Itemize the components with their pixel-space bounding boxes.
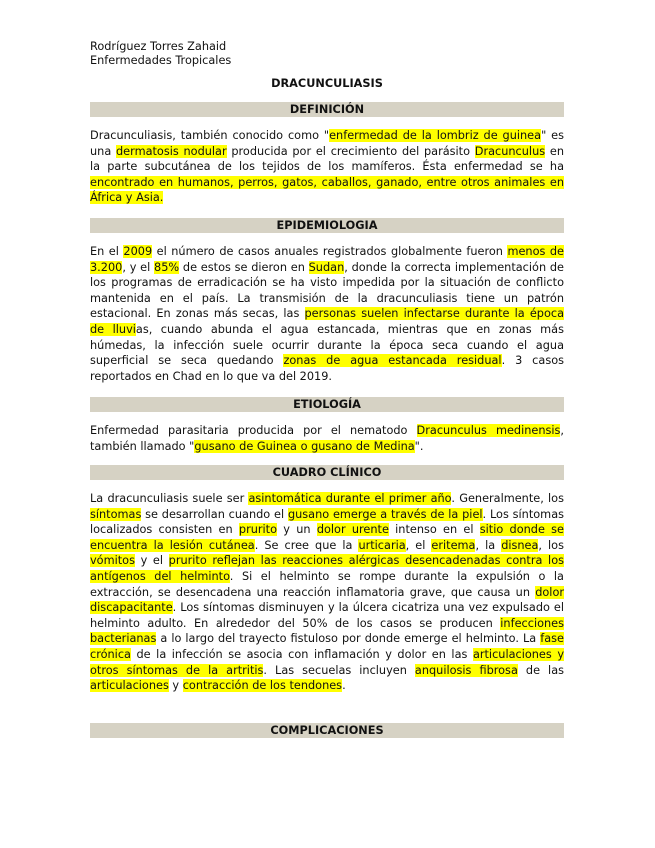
highlight: Sudan	[308, 260, 345, 274]
highlight: articulaciones y otros síntomas de la artritis	[90, 647, 564, 677]
highlight: fase crónica	[90, 632, 564, 661]
highlight: anquilosis fibrosa	[414, 663, 518, 677]
highlight: personas suelen infectarse durante la época de lluvi	[90, 307, 564, 336]
section-heading-definicion: DEFINICIÓN	[90, 102, 564, 117]
highlight: síntomas	[90, 507, 142, 521]
highlight: encontrado en humanos, perros, gatos, caballos, ganado, entre otros animales en África y Asia.	[90, 175, 564, 205]
author-name: Rodríguez Torres Zahaid	[90, 40, 227, 53]
document-header	[90, 40, 231, 68]
section-heading-etiologia: ETIOLOGÍA	[90, 397, 564, 412]
highlight: vómitos	[90, 554, 135, 568]
highlight: gusano de Guinea o gusano de Medina	[194, 439, 415, 453]
highlight: articulaciones	[90, 679, 169, 693]
highlight: asintomática durante el primer año	[248, 492, 452, 505]
highlight: eritema	[431, 538, 476, 552]
highlight: Dracunculus	[474, 144, 546, 158]
cuadro-clinico-paragraph: La dracunculiasis suele ser asintomática durante el primer año. Generalmente, los síntomas se desarrollan cuando el gusano emerge a través de la piel. Los síntomas localizados consisten en prurito y un dolor urente intenso en el sitio donde se encuentra la lesión cutánea. Se cree que la urticaria, el eritema, la disnea, los vómitos y el prurito reflejan las reacciones alérgicas desencadenadas contra los antígenos del helminto. Si el helminto se rompe durante la expulsión o la extracción, se desencadena una reacción inflamatoria grave, que causa un dolor discapacitante. Los síntomas disminuyen y la úlcera cicatriza una vez expulsado el helminto adulto. En alrededor del 50% de los casos se producen infecciones bacterianas a lo largo del trayecto fistuloso por donde emerge el helminto. La fase crónica de la infección se asocia con inflamación y dolor en las articulaciones y otros síntomas de la artritis. Las secuelas incluyen anquilosis fibrosa de las articulaciones y contracción de los tendones.	[90, 492, 565, 693]
highlight: prurito	[238, 523, 278, 537]
section-heading-epidemiologia: EPIDEMIOLOGIA	[90, 218, 564, 233]
highlight: menos de 3.200	[90, 245, 565, 274]
definicion-paragraph: Dracunculiasis, también conocido como "enfermedad de la lombriz de guinea" es una dermatosis nodular producida por el crecimiento del parásito Dracunculus en la parte subcutánea de los tejidos de los mamíferos. Ésta enfermedad se ha encontrado en humanos, perros, gatos, caballos, ganado, entre otros animales en África y Asia.	[90, 129, 564, 205]
section-heading-cuadro-clinico: CUADRO CLÍNICO	[90, 465, 564, 480]
section-heading-complicaciones: COMPLICACIONES	[90, 723, 564, 738]
highlight: dolor discapacitante	[90, 585, 564, 615]
highlight: urticaria	[358, 538, 406, 552]
highlight: disnea	[501, 538, 539, 552]
highlight: 85%	[154, 260, 180, 274]
highlight: contracción de los tendones	[182, 679, 343, 693]
epidemiologia-paragraph: En el 2009 el número de casos anuales registrados globalmente fueron menos de 3.200, y el 85% de estos se dieron en Sudan, donde la correcta implementación de los programas de erradicación se ha visto impedida por la situación de conflicto mantenida en el país. La transmisión de la dracunculiasis tiene un patrón estacional. En zonas más secas, las personas suelen infectarse durante la época de lluvias, cuando abunda el agua estancada, mientras que en zonas más húmedas, la infección suele ocurrir durante la época seca cuando el agua superficial se seca quedando zonas de agua estancada residual. 3 casos reportados en Chad en lo que va del 2019.	[90, 245, 565, 383]
highlight: 2009	[123, 245, 153, 258]
highlight: dolor urente	[316, 523, 389, 537]
highlight: Dracunculus medinensis	[416, 424, 561, 437]
highlight: dermatosis nodular	[116, 144, 227, 158]
highlight: zonas de agua estancada residual	[283, 354, 502, 368]
highlight: gusano emerge a través de la piel	[287, 507, 483, 521]
highlight: infecciones bacterianas	[90, 616, 564, 646]
document-title: DRACUNCULIASIS	[271, 77, 383, 90]
etiologia-paragraph: Enfermedad parasitaria producida por el nematodo Dracunculus medinensis, también llamado "gusano de Guinea o gusano de Medina".	[90, 424, 564, 453]
course-name: Enfermedades Tropicales	[90, 54, 232, 67]
highlight: sitio donde se encuentra la lesión cutánea	[90, 523, 565, 552]
highlight: enfermedad de la lombriz de guinea	[329, 129, 542, 142]
highlight: prurito reflejan las reacciones alérgicas desencadenadas contra los antígenos del helminto	[90, 554, 564, 583]
